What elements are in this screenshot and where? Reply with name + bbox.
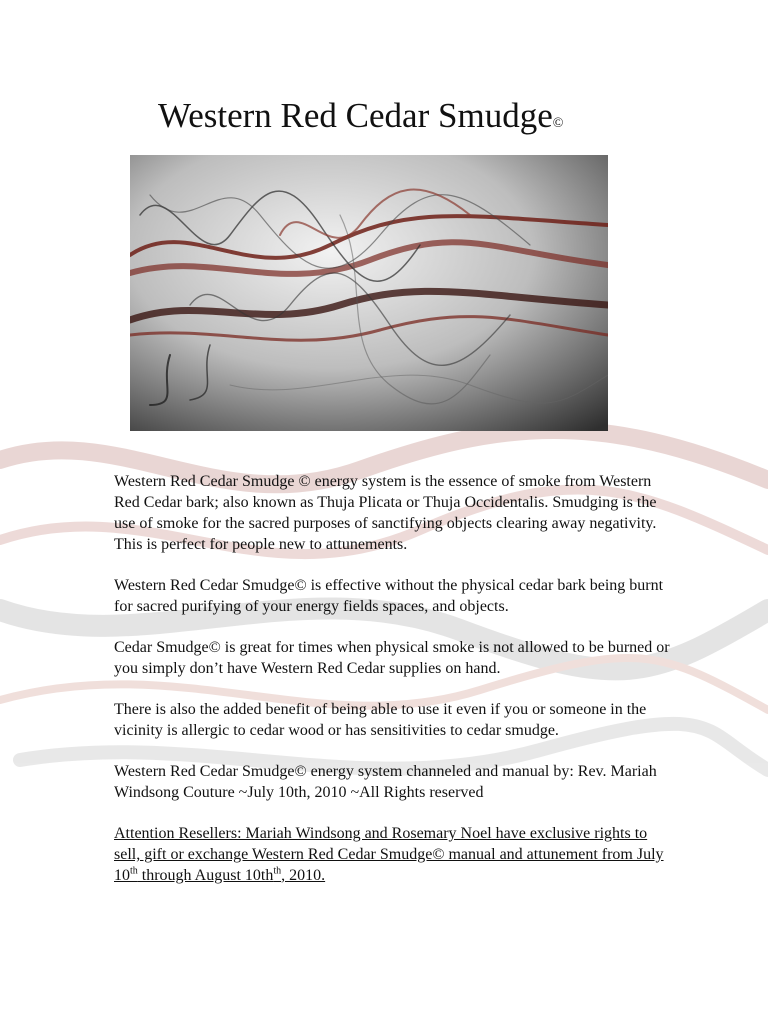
- paragraph-allergy: There is also the added benefit of being able to use it even if you or someone in the vicinity is allergic to cedar wood or has sensitivities to cedar smudge.: [114, 701, 647, 739]
- document-body: [114, 471, 674, 906]
- resellers-notice: Attention Resellers: Mariah Windsong and Rosemary Noel have exclusive rights to sell, gift or exchange Western Red Cedar Smudge© manual and attunement from July 10th through August $10th^{th}$, 2010.: [114, 825, 664, 884]
- paragraph-effectiveness: Western Red Cedar Smudge© is effective without the physical cedar bark being burnt for sacred purifying of your energy fields spaces, and objects.: [114, 577, 664, 615]
- paragraph-intro: Western Red Cedar Smudge © energy system is the essence of smoke from Western Red Cedar bark; also known as Thuja Plicata or Thuja Occidentalis. Smudging is the use of smoke for the sacred purposes of sanctifying objects clearing away negativity. This is perfect for people new to attunements.: [114, 473, 657, 553]
- document-title: Western Red Cedar Smudge©: [158, 96, 564, 135]
- smoke-photo: [130, 155, 608, 431]
- paragraph-no-smoke: Cedar Smudge© is great for times when physical smoke is not allowed to be burned or you simply don’t have Western Red Cedar supplies on hand.: [114, 639, 670, 677]
- paragraph-credits: Western Red Cedar Smudge© energy system channeled and manual by: Rev. Mariah Windsong Couture ~July 10th, 2010 ~All Rights reserved: [114, 763, 657, 801]
- copyright-mark: ©: [552, 116, 564, 131]
